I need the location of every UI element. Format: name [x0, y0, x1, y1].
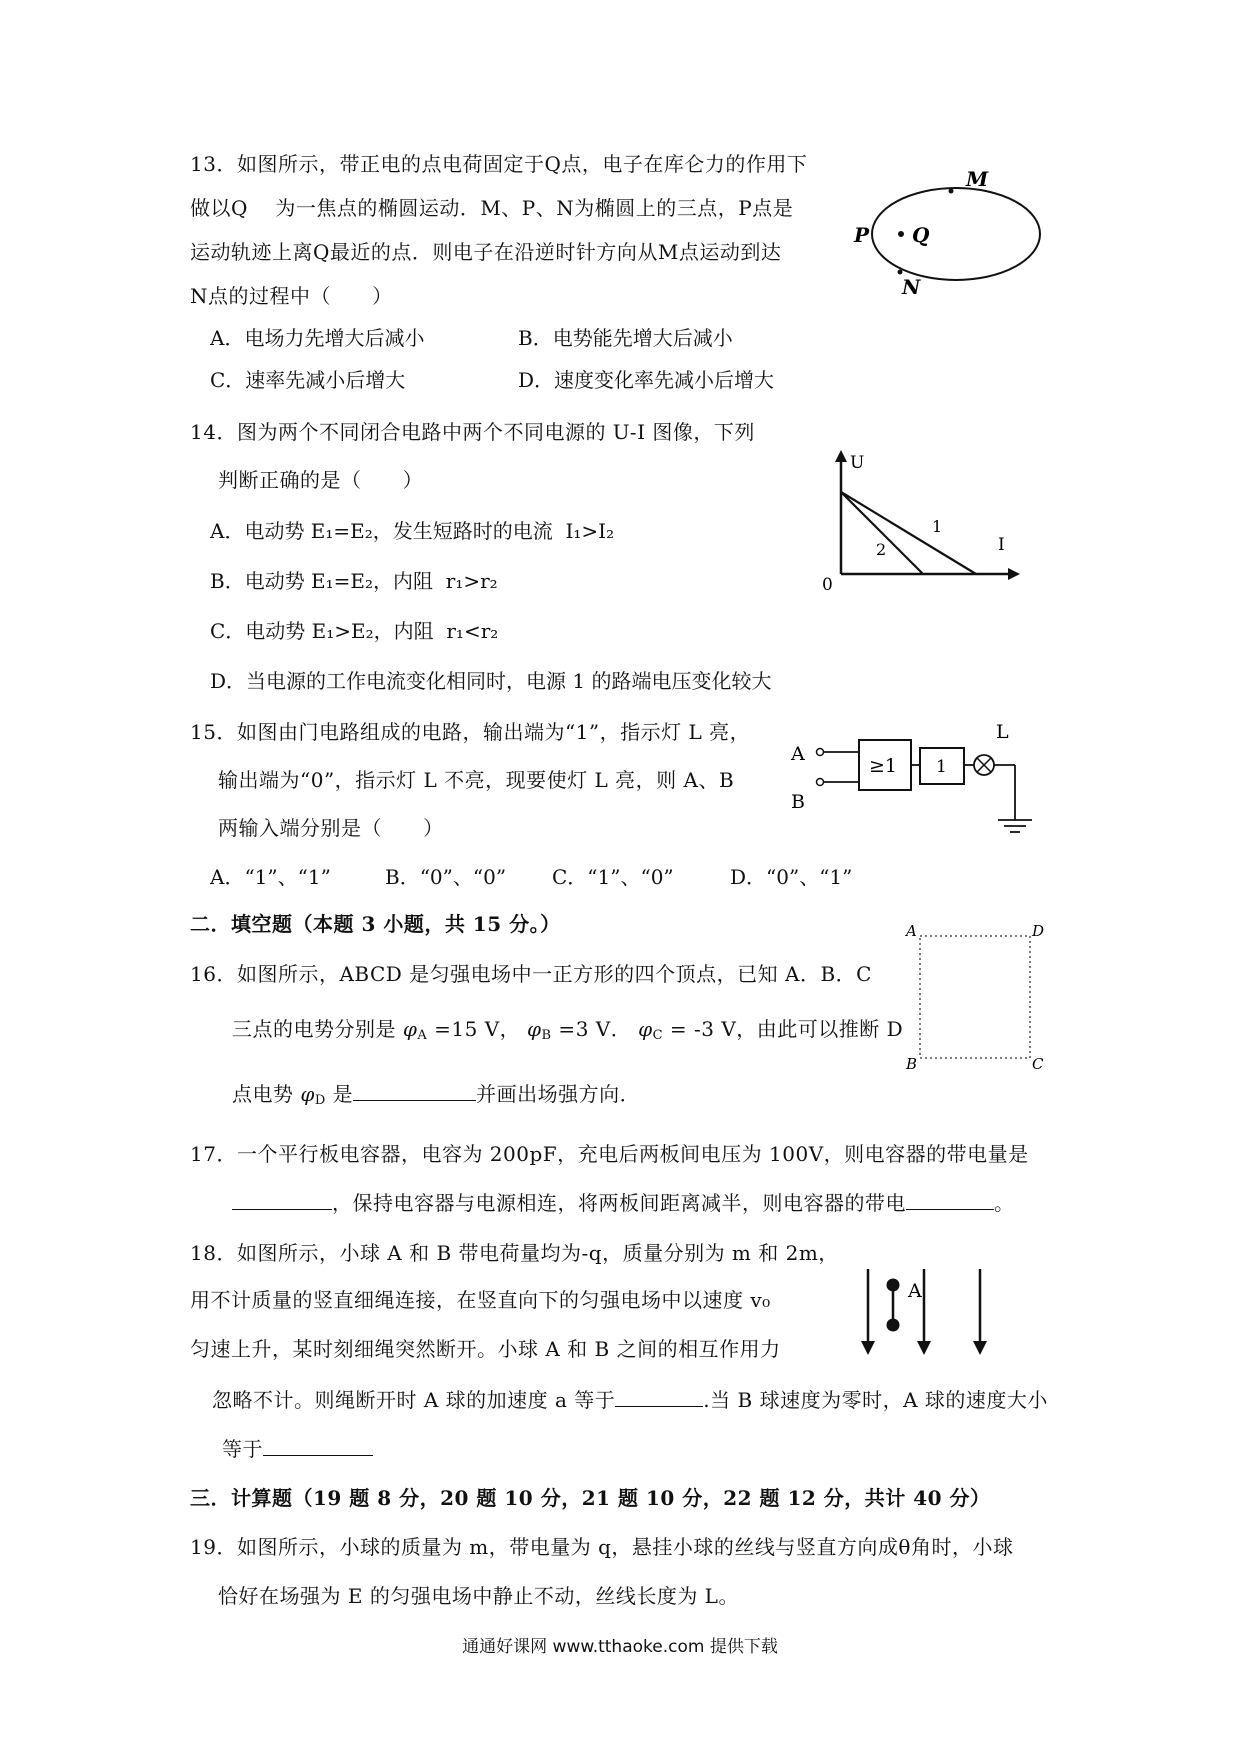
q13-option-d: D．速度变化率先减小后增大 [518, 368, 775, 392]
q17-answer-blank-2[interactable] [906, 1189, 994, 1210]
q15-line-2: 输出端为“0”，指示灯 L 不亮，现要使灯 L 亮，则 A、B [218, 768, 735, 792]
q15-lamp-label: L [996, 721, 1009, 743]
q18-line-1: 18．如图所示，小球 A 和 B 带电荷量均为-q，质量分别为 m 和 2m， [190, 1241, 839, 1265]
q13-line-4: N点的过程中（ ） [190, 284, 393, 308]
q18-line-2: 用不计质量的竖直细绳连接，在竖直向下的匀强电场中以速度 v₀ [190, 1288, 771, 1312]
q17-line-1: 17．一个平行板电容器，电容为 200pF，充电后两板间电压为 100V，则电容器的带电量是 [190, 1142, 1029, 1166]
q18-line-3: 匀速上升，某时刻细绳突然断开。小球 A 和 B 之间的相互作用力 [190, 1337, 781, 1361]
q14-axis-u: U [850, 453, 865, 473]
q13-line-3: 运动轨迹上离Q最近的点．则电子在沿逆时针方向从M点运动到达 [190, 240, 782, 264]
q16-line-3: 点电势 $\varphi_D$ 是 并画出场强方向． [232, 1082, 641, 1108]
q16-line-1: 16．如图所示，ABCD 是匀强电场中一正方形的四个顶点，已知 A．B．C [190, 962, 872, 986]
q16-label-d: D [1032, 922, 1045, 940]
q13-label-p: P [854, 223, 870, 247]
q14-line-2-label: 2 [876, 540, 887, 559]
q18-field-figure [850, 1265, 1000, 1365]
q18-line-5: 等于 [222, 1435, 373, 1463]
q19-line-2: 恰好在场强为 E 的匀强电场中静止不动，丝线长度为 L。 [218, 1584, 739, 1608]
q15-input-a: A [791, 743, 805, 765]
q16-line-2: 三点的电势分别是 $\varphi_A =15$ V， $\varphi_B =3$ V． $\varphi_C = -3$ V，由此可以推断 D [232, 1017, 904, 1043]
q15-option-a: A．“1”、“1” [210, 865, 331, 889]
q17-answer-blank-1[interactable] [232, 1189, 332, 1210]
section-2-title: 二．填空题（本题 3 小题，共 15 分。） [190, 912, 561, 936]
q14-axis-i: I [998, 535, 1005, 555]
q14-option-b: B．电动势 E₁=E₂，内阻 r₁>r₂ [210, 569, 498, 593]
q15-line-1: 15．如图由门电路组成的电路，输出端为“1”，指示灯 L 亮， [190, 720, 751, 744]
q15-option-d: D．“0”、“1” [730, 865, 853, 889]
q17-line-2: ，保持电容器与电源相连，将两板间距离减半，则电容器的带电 。 [232, 1189, 1015, 1217]
q15-line-3: 两输入端分别是（ ） [218, 816, 444, 840]
q13-line-1: 13．如图所示，带正电的点电荷固定于Q点，电子在库仑力的作用下 [190, 152, 808, 176]
q18-answer-blank-1[interactable] [615, 1386, 703, 1407]
q14-option-a: A．电动势 E₁=E₂，发生短路时的电流 I₁>I₂ [210, 519, 615, 543]
q18-answer-blank-2[interactable] [263, 1435, 373, 1456]
q16-label-a: A [906, 922, 917, 940]
q13-option-c: C．速率先减小后增大 [210, 368, 406, 392]
q13-option-b: B．电势能先增大后减小 [518, 326, 733, 350]
q15-or-gate-label: ≥1 [869, 755, 898, 777]
q14-option-d: D．当电源的工作电流变化相同时，电源 1 的路端电压变化较大 [210, 669, 772, 693]
q14-line-1: 14．图为两个不同闭合电路中两个不同电源的 U-I 图像，下列 [190, 420, 755, 444]
q14-origin: 0 [822, 575, 833, 595]
section-3-title: 三．计算题（19 题 8 分，20 题 10 分，21 题 10 分，22 题 12 分，共计 40 分） [190, 1486, 991, 1510]
q16-label-c: C [1032, 1055, 1044, 1073]
q13-option-a: A．电场力先增大后减小 [210, 326, 425, 350]
q19-line-1: 19．如图所示，小球的质量为 m，带电量为 q，悬挂小球的丝线与竖直方向成θ角时，小球 [190, 1535, 1014, 1559]
q13-label-q: Q [912, 223, 930, 247]
q15-logic-circuit [785, 720, 1045, 840]
q14-line-1-label: 1 [932, 517, 943, 536]
q14-ui-graph [820, 450, 1020, 600]
q14-line-2: 判断正确的是（ ） [218, 468, 424, 492]
q13-label-m: M [966, 167, 989, 191]
page-footer: 通通好课网 www.tthaoke.com 提供下载 [462, 1637, 778, 1657]
q16-label-b: B [906, 1055, 918, 1073]
q16-answer-blank[interactable] [353, 1080, 476, 1101]
q13-ellipse-figure [850, 168, 1050, 308]
q15-input-b: B [791, 791, 805, 813]
q18-ball-a-label: A [908, 1280, 922, 1302]
q18-line-4: 忽略不计。则绳断开时 A 球的加速度 a 等于 .当 B 球速度为零时，A 球的速度大小 [212, 1388, 1048, 1412]
q13-label-n: N [902, 275, 921, 299]
q14-option-c: C．电动势 E₁>E₂，内阻 r₁<r₂ [210, 619, 499, 643]
q13-line-2: 做以Q 为一焦点的椭圆运动．M、P、N为椭圆上的三点，P点是 [190, 196, 794, 220]
q16-square-figure [896, 920, 1046, 1073]
q15-not-gate-label: 1 [936, 757, 947, 777]
q15-option-b: B．“0”、“0” [385, 865, 507, 889]
q15-option-c: C．“1”、“0” [552, 865, 674, 889]
